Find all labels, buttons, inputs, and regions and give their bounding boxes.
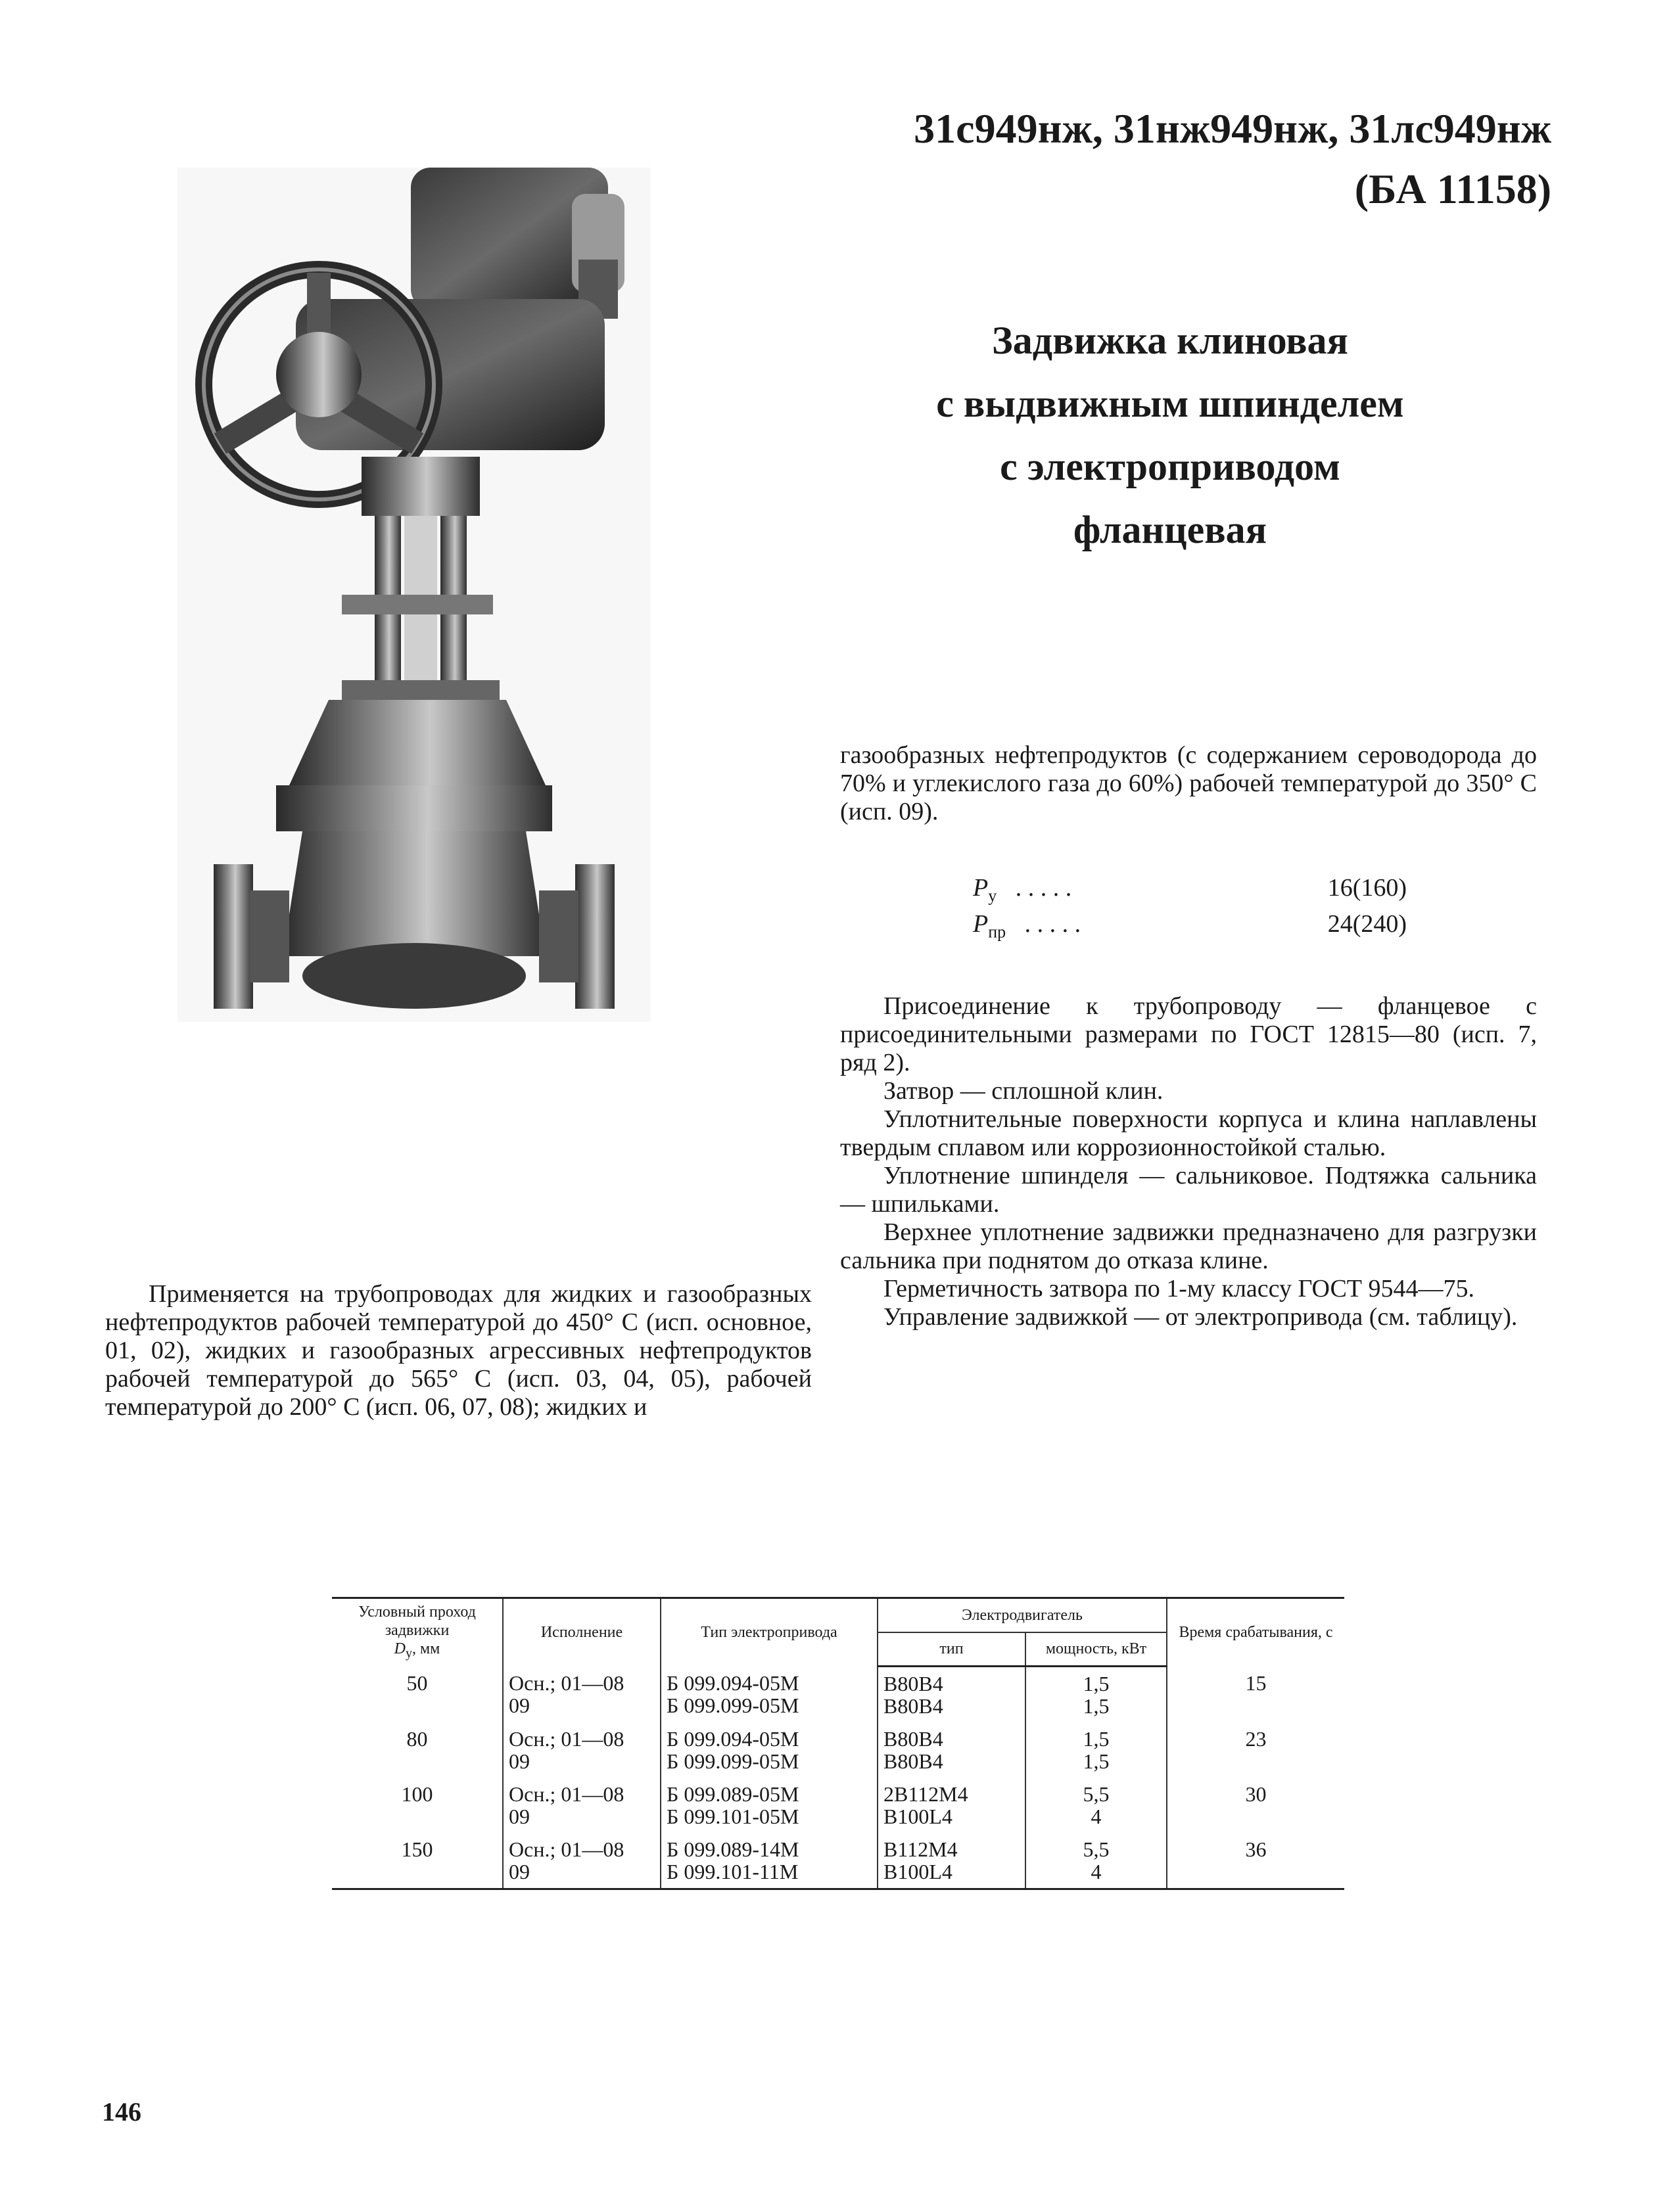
continuation-paragraph: газообразных нефтепродуктов (с содержанием сероводорода до 70% и углекислого газа до 60%) рабочей температурой до 350° С (исп. 09). bbox=[840, 741, 1537, 825]
para-gate: Затвор — сплошной клин. bbox=[883, 1077, 1164, 1105]
right-description bbox=[840, 992, 1537, 1331]
p-pr-dots: . . . . . bbox=[1024, 910, 1081, 938]
cell-motor-type bbox=[878, 1667, 1025, 1723]
cell-motor-power bbox=[1025, 1778, 1167, 1833]
cell-motor-type-1: В112М4 bbox=[883, 1837, 958, 1862]
p-y-symbol: P bbox=[973, 874, 989, 902]
header-version: Исполнение bbox=[503, 1598, 661, 1667]
cell-version-1: Осн.; 01—08 bbox=[509, 1727, 624, 1751]
cell-drive-2: Б 099.101-11М bbox=[667, 1860, 799, 1884]
valve-photo bbox=[177, 168, 651, 1022]
para-application: Применяется на трубопроводах для жидких и газообразных нефтепродуктов рабочей температурой до 450° С (исп. основное, 01, 02), жидких и газообразных агрессивных нефтепродуктов рабочей температурой до 565° С (исп. 03, 04, 05), рабочей температурой до 200° С (исп. 06, 07, 08); жидких и bbox=[105, 1280, 812, 1421]
p-y-dots: . . . . . bbox=[1015, 874, 1072, 902]
cell-version-2: 09 bbox=[509, 1860, 530, 1884]
header-motor: Электродвигатель bbox=[878, 1598, 1167, 1632]
header-motor-type: тип bbox=[878, 1632, 1025, 1667]
header-drive: Тип электропривода bbox=[661, 1598, 878, 1667]
table-row bbox=[332, 1833, 1344, 1889]
cell-motor-type-2: В80В4 bbox=[883, 1694, 943, 1718]
header-dn-sub: у bbox=[405, 1646, 412, 1661]
para-control: Управление задвижкой — от электропривода (см. таблицу). bbox=[883, 1303, 1518, 1331]
cell-version bbox=[503, 1667, 661, 1723]
pressure-test-row bbox=[973, 910, 1407, 946]
para-upper-seal: Верхнее уплотнение задвижки предназначено для разгрузки сальника при поднятом до отказа клине. bbox=[840, 1218, 1537, 1274]
cell-drive-1: Б 099.089-05М bbox=[667, 1782, 799, 1807]
cell-version-1: Осн.; 01—08 bbox=[509, 1837, 624, 1862]
cell-motor-type-2: В100L4 bbox=[883, 1860, 952, 1884]
cell-drive-2: Б 099.099-05М bbox=[667, 1693, 799, 1717]
cell-dn: 150 bbox=[332, 1833, 503, 1889]
cell-power-2: 1,5 bbox=[1083, 1749, 1110, 1774]
cell-motor-type-1: В80В4 bbox=[883, 1727, 943, 1751]
cell-power-2: 4 bbox=[1091, 1860, 1102, 1884]
cell-motor-type-1: В80В4 bbox=[883, 1672, 943, 1696]
cell-version bbox=[503, 1722, 661, 1778]
p-pr-symbol: P bbox=[973, 910, 989, 938]
cell-dn: 50 bbox=[406, 1671, 428, 1695]
cell-motor-type bbox=[878, 1722, 1025, 1778]
cell-motor-type bbox=[878, 1778, 1025, 1833]
para-tightness: Герметичность затвора по 1-му классу ГОСТ 9544—75. bbox=[883, 1275, 1475, 1302]
cell-motor-power bbox=[1025, 1667, 1167, 1723]
cell-motor-type bbox=[878, 1833, 1025, 1889]
cell-version-2: 09 bbox=[509, 1693, 530, 1717]
cell-motor-type-1: 2В112М4 bbox=[883, 1782, 968, 1807]
model-line-2: (БА 11158) bbox=[1354, 166, 1551, 212]
page-number: 146 bbox=[102, 2097, 141, 2127]
header-dn-unit: , мм bbox=[411, 1640, 440, 1657]
title-line-1: Задвижка клиновая bbox=[992, 319, 1348, 362]
pipe-flange-left bbox=[214, 864, 253, 1009]
table-row bbox=[332, 1778, 1344, 1833]
cell-power-1: 5,5 bbox=[1083, 1782, 1110, 1807]
cell-motor-power bbox=[1025, 1722, 1167, 1778]
cell-time: 23 bbox=[1167, 1722, 1344, 1778]
para-spindle-seal: Уплотнение шпинделя — сальниковое. Подтяжка сальника — шпильками. bbox=[840, 1162, 1537, 1218]
cell-time: 30 bbox=[1167, 1778, 1344, 1833]
cell-drive bbox=[661, 1778, 878, 1833]
model-codes bbox=[841, 99, 1551, 219]
table-row bbox=[332, 1667, 1344, 1723]
cell-drive bbox=[661, 1667, 878, 1723]
p-y-sub: у bbox=[988, 886, 997, 906]
cell-dn: 80 bbox=[406, 1727, 428, 1751]
cell-drive-1: Б 099.094-05М bbox=[667, 1727, 799, 1751]
body-flange bbox=[276, 785, 552, 831]
cell-time: 15 bbox=[1167, 1667, 1344, 1723]
pipe-flange-right bbox=[575, 864, 615, 1009]
header-dn bbox=[332, 1598, 503, 1667]
title-line-3: с электроприводом bbox=[1000, 445, 1340, 488]
header-dn-sym: D bbox=[394, 1640, 406, 1657]
cell-version bbox=[503, 1778, 661, 1833]
cell-power-1: 1,5 bbox=[1083, 1727, 1110, 1751]
para-connection: Присоединение к трубопроводу — фланцевое с присоединительными размерами по ГОСТ 12815—80 (исп. 7, ряд 2). bbox=[840, 992, 1537, 1076]
p-y-value: 16(160) bbox=[1327, 874, 1407, 902]
left-description bbox=[105, 1280, 812, 1421]
cell-version-2: 09 bbox=[509, 1805, 530, 1829]
cell-drive-1: Б 099.094-05М bbox=[667, 1671, 799, 1695]
cell-time: 36 bbox=[1167, 1833, 1344, 1889]
cell-drive-1: Б 099.089-14М bbox=[667, 1837, 799, 1862]
cell-power-2: 1,5 bbox=[1083, 1694, 1110, 1718]
right-continuation-text bbox=[840, 741, 1537, 826]
title-line-2: с выдвижным шпинделем bbox=[936, 382, 1404, 425]
cell-power-1: 5,5 bbox=[1083, 1837, 1110, 1862]
cell-drive bbox=[661, 1722, 878, 1778]
cell-drive bbox=[661, 1833, 878, 1889]
page-title bbox=[822, 309, 1518, 561]
cell-motor-power bbox=[1025, 1833, 1167, 1889]
drive-table bbox=[332, 1597, 1344, 1890]
para-sealing-surfaces: Уплотнительные поверхности корпуса и клина наплавлены твердым сплавом или коррозионностойкой сталью. bbox=[840, 1105, 1537, 1161]
header-dn-text: Условный проход задвижки bbox=[358, 1603, 476, 1639]
cell-drive-2: Б 099.099-05М bbox=[667, 1749, 799, 1774]
model-line-1: 31с949нж, 31нж949нж, 31лс949нж bbox=[914, 105, 1551, 152]
table-row bbox=[332, 1722, 1344, 1778]
header-motor-power: мощность, кВт bbox=[1025, 1632, 1167, 1667]
cell-power-1: 1,5 bbox=[1083, 1672, 1110, 1696]
pressure-values bbox=[973, 874, 1407, 946]
pressure-nominal-row bbox=[973, 874, 1407, 910]
cell-version-1: Осн.; 01—08 bbox=[509, 1782, 624, 1807]
title-line-4: фланцевая bbox=[1073, 508, 1267, 551]
cell-power-2: 4 bbox=[1091, 1805, 1102, 1829]
cell-drive-2: Б 099.101-05М bbox=[667, 1805, 799, 1829]
cell-version-1: Осн.; 01—08 bbox=[509, 1671, 624, 1695]
cell-dn: 100 bbox=[401, 1782, 433, 1807]
cell-motor-type-2: В80В4 bbox=[883, 1749, 943, 1774]
cell-motor-type-2: В100L4 bbox=[883, 1805, 952, 1829]
header-time: Время срабатывания, с bbox=[1167, 1598, 1344, 1667]
cell-version-2: 09 bbox=[509, 1749, 530, 1774]
p-pr-sub: пр bbox=[988, 922, 1006, 942]
cell-version bbox=[503, 1833, 661, 1889]
p-pr-value: 24(240) bbox=[1327, 910, 1407, 938]
